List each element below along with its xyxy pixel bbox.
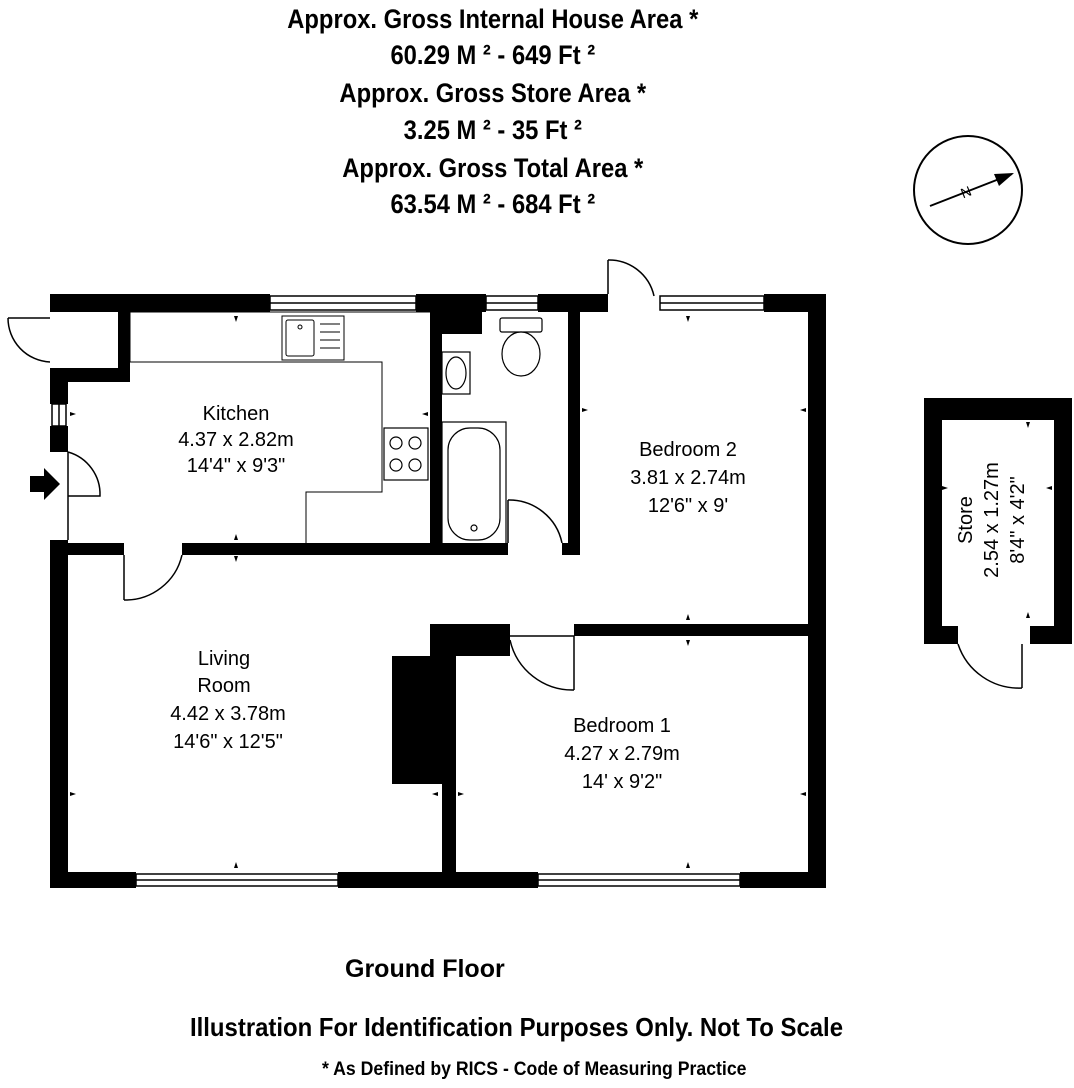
store-imperial: 8'4" x 4'2" [1007, 476, 1029, 564]
bedroom2-name: Bedroom 2 [639, 439, 737, 461]
store-area-label: Approx. Gross Store Area * [339, 78, 647, 108]
house-area-value: 60.29 M ² - 649 Ft ² [390, 40, 596, 70]
dimension-markers [70, 316, 1052, 868]
kitchen-metric: 4.37 x 2.82m [178, 429, 294, 451]
bedroom1-imperial: 14' x 9'2" [581, 771, 663, 793]
bedroom1-metric: 4.27 x 2.79m [564, 743, 680, 765]
kitchen-imperial: 14'4" x 9'3" [186, 455, 286, 477]
house-walls [50, 294, 826, 888]
disclaimer: Illustration For Identification Purposes Only. Not To Scale [190, 1012, 844, 1042]
living-metric: 4.42 x 3.78m [170, 703, 286, 725]
bedroom2-imperial: 12'6" x 9' [647, 495, 729, 517]
store-area-value: 3.25 M ² - 35 Ft ² [403, 115, 582, 145]
living-imperial: 14'6" x 12'5" [173, 731, 283, 753]
sink-icon [282, 316, 344, 360]
windows [52, 296, 764, 886]
basin-icon [442, 352, 470, 394]
compass-north-label: N [958, 182, 974, 202]
total-area-label: Approx. Gross Total Area * [342, 153, 644, 183]
kitchen-name: Kitchen [202, 403, 270, 425]
rics-note: * As Defined by RICS - Code of Measuring Practice [322, 1059, 747, 1080]
hob-icon [384, 428, 428, 480]
bath-icon [442, 422, 506, 544]
living-name-line1: Living [197, 648, 251, 670]
compass-icon [914, 136, 1022, 244]
total-area-value: 63.54 M ² - 684 Ft ² [390, 189, 596, 219]
store-name: Store [955, 496, 977, 544]
store-door [958, 644, 1022, 688]
entrance-arrow-icon [30, 468, 60, 500]
floor-label: Ground Floor [345, 955, 505, 983]
toilet-icon [500, 318, 542, 376]
bedroom1-name: Bedroom 1 [573, 715, 671, 737]
living-name-line2: Room [197, 675, 251, 697]
bedroom2-metric: 3.81 x 2.74m [630, 467, 746, 489]
store-metric: 2.54 x 1.27m [981, 462, 1003, 578]
house-area-label: Approx. Gross Internal House Area * [287, 4, 699, 34]
